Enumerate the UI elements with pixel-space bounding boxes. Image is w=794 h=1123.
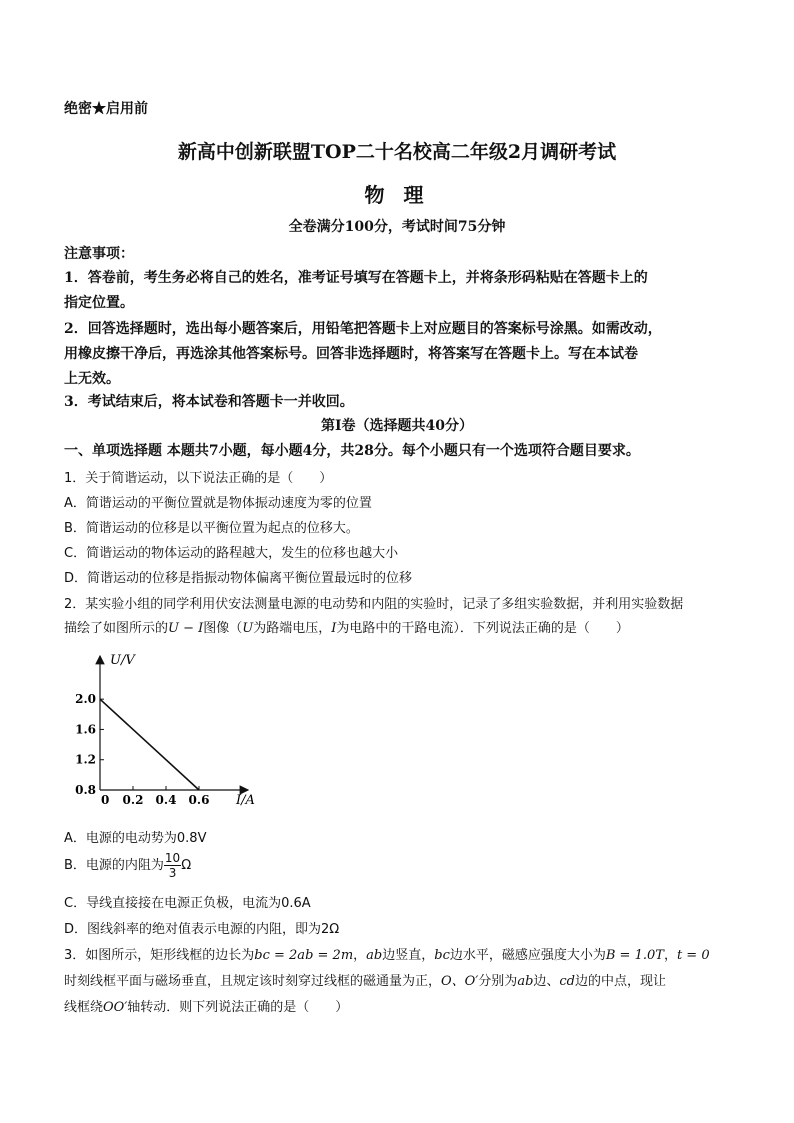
q3-text-1e: ， [663, 948, 677, 963]
q2-stem-text-d: 为电路中的干路电流）．下列说法正确的是（ ） [336, 621, 629, 636]
q3-axis-symbol: OO′ [103, 1000, 128, 1015]
y-axis-label: U/V [110, 653, 135, 668]
q2-option-b [64, 851, 191, 880]
q3-line-1 [64, 944, 710, 963]
note-1-line-1: 1．答卷前，考生务必将自己的姓名，准考证号填写在答题卡上，并将条形码粘贴在答题卡上的 [64, 270, 648, 286]
x-tick-label: 0 [101, 793, 110, 807]
q3-ab-symbol: ab [366, 948, 383, 963]
q3-text-3a: 线框绕 [64, 1000, 104, 1015]
x-tick-label: 0.4 [155, 793, 177, 807]
note-1-line-2: 指定位置。 [64, 295, 134, 311]
q2-i-symbol: I [331, 621, 337, 636]
q3-line-3 [64, 996, 348, 1015]
x-axis-label: I/A [236, 793, 255, 808]
q3-side-length-eq: bc = 2ab = 2m [254, 948, 354, 963]
section-1-title: 第Ⅰ卷（选择题共40分） [320, 418, 474, 434]
subject-title: 物 理 [364, 183, 430, 207]
x-tick-label: 0.6 [188, 793, 210, 807]
note-2-line-3: 上无效。 [64, 371, 120, 387]
q3-text-2a: 时刻线框平面与磁场垂直，且规定该时刻穿过线框的磁通量为正， [64, 974, 442, 989]
y-tick-label: 2.0 [75, 692, 96, 707]
y-tick-label: 1.2 [75, 752, 96, 767]
q3-text-3b: 轴转动．则下列说法正确的是（ ） [127, 1000, 349, 1015]
q3-text-1c: 边竖直， [382, 948, 435, 963]
q3-o-points: O、O′ [441, 974, 479, 989]
note-3: 3．考试结束后，将本试卷和答题卡一并收回。 [64, 394, 354, 410]
q2-option-b-fraction [164, 851, 181, 880]
q2-stem-text-b: 图像（ [203, 621, 243, 636]
part-1-heading: 一、单项选择题 本题共7小题，每小题4分，共28分。每个小题只有一个选项符合题目要求。 [64, 443, 640, 459]
q1-option-d: D．简谐运动的位移是指振动物体偏离平衡位置最远时的位移 [64, 571, 413, 586]
q1-option-c: C．简谐运动的物体运动的路程越大，发生的位移也越大小 [64, 546, 399, 561]
series-line-ui [100, 699, 199, 790]
q2-ui-symbol: U − I [168, 621, 204, 636]
q2-u-symbol: U [242, 621, 254, 636]
score-time-info: 全卷满分100分，考试时间75分钟 [288, 219, 506, 235]
confidential-mark: 绝密★启用前 [64, 101, 148, 117]
q2-stem-text-a: 描绘了如图所示的 [64, 621, 169, 636]
q3-text-2d: 边的中点，现让 [575, 974, 667, 989]
q3-bc-symbol: bc [434, 948, 450, 963]
q2-stem-line-2 [64, 617, 629, 636]
q2-option-a: A．电源的电动势为0.8V [64, 831, 207, 846]
exam-title: 新高中创新联盟TOP二十名校高二年级2月调研考试 [177, 141, 617, 163]
q3-t-eq: t = 0 [676, 948, 710, 963]
q3-text-1a: 3．如图所示，矩形线框的边长为 [64, 948, 255, 963]
y-tick-label: 1.6 [75, 722, 96, 737]
y-tick-label: 0.8 [75, 783, 96, 797]
q1-stem: 1．关于简谐运动，以下说法正确的是（ ） [64, 471, 333, 486]
fraction-denominator: 3 [168, 866, 177, 880]
ohm-unit: Ω [181, 858, 192, 873]
q1-option-a: A．简谐运动的平衡位置就是物体振动速度为零的位置 [64, 496, 372, 511]
q3-cd-symbol: cd [559, 974, 576, 989]
q2-stem-line-1: 2．某实验小组的同学利用伏安法测量电源的电动势和内阻的实验时，记录了多组实验数据，并利用实验数据 [64, 597, 684, 612]
q3-text-1b: ， [353, 948, 367, 963]
note-2-line-2: 用橡皮擦干净后，再选涂其他答案标号。回答非选择题时，将答案写在答题卡上。写在本试卷 [64, 346, 638, 362]
note-2-line-1: 2．回答选择题时，选出每小题答案后，用铅笔把答题卡上对应题目的答案标号涂黑。如需改动， [64, 321, 662, 337]
q2-option-d: D．图线斜率的绝对值表示电源的内阻，即为2Ω [64, 922, 340, 937]
q2-option-c: C．导线直接接在电源正负极，电流为0.6A [64, 896, 311, 911]
ui-graph [70, 648, 280, 813]
x-tick-label: 0.2 [122, 793, 144, 807]
q3-line-2 [64, 970, 666, 989]
notes-heading: 注意事项： [64, 246, 134, 262]
q3-ab-symbol-2: ab [517, 974, 534, 989]
q3-text-2b: 分别为 [478, 974, 518, 989]
q3-b-field-eq: B = 1.0T [605, 948, 664, 963]
fraction-numerator: 10 [164, 851, 181, 865]
q3-text-1d: 边水平，磁感应强度大小为 [449, 948, 606, 963]
q2-option-b-prefix: B．电源的内阻为 [64, 858, 164, 873]
q1-option-b: B．简谐运动的位移是以平衡位置为起点的位移大。 [64, 521, 359, 536]
q2-stem-text-c: 为路端电压， [253, 621, 332, 636]
q3-text-2c: 边、 [533, 974, 560, 989]
